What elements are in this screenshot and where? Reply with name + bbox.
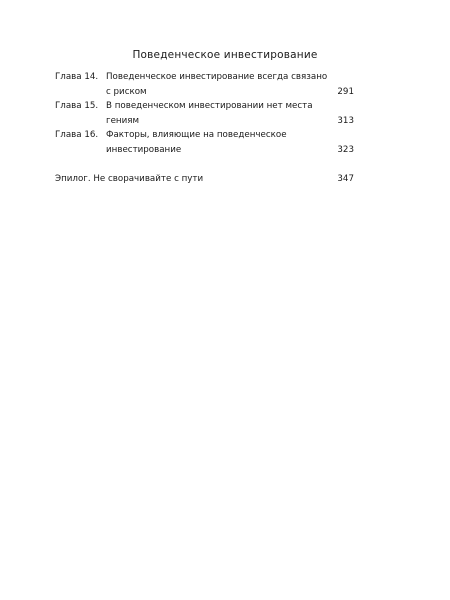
page-number: 323 [337, 144, 354, 155]
chapter-title-line: с риском [106, 86, 147, 97]
chapter-title [106, 99, 316, 128]
chapter-title-line: инвестирование [106, 144, 182, 155]
chapter-title-line: В поведенческом инвестировании нет места [106, 101, 313, 111]
page-number: 347 [337, 174, 354, 184]
chapter-title [106, 70, 328, 99]
toc-entry-chapter-14 [55, 70, 354, 99]
page-number: 313 [337, 115, 354, 126]
epilogue-title: Эпилог. Не сворачивайте с пути [55, 174, 204, 184]
chapter-title-line: Факторы, влияющие на поведенческое [106, 130, 287, 140]
chapter-label: Глава 16. [55, 130, 99, 140]
toc-entry-epilogue [55, 172, 354, 187]
chapter-label: Глава 15. [55, 101, 99, 111]
chapter-title-line: Поведенческое инвестирование всегда связано [106, 72, 328, 82]
section-title: Поведенческое инвестирование [132, 49, 318, 61]
chapter-title-line: гениям [106, 115, 140, 126]
chapter-title [106, 128, 316, 157]
chapter-label: Глава 14. [55, 72, 99, 82]
page-number: 291 [337, 86, 354, 97]
toc-entry-chapter-16 [55, 128, 354, 157]
toc-entry-chapter-15 [55, 99, 354, 128]
